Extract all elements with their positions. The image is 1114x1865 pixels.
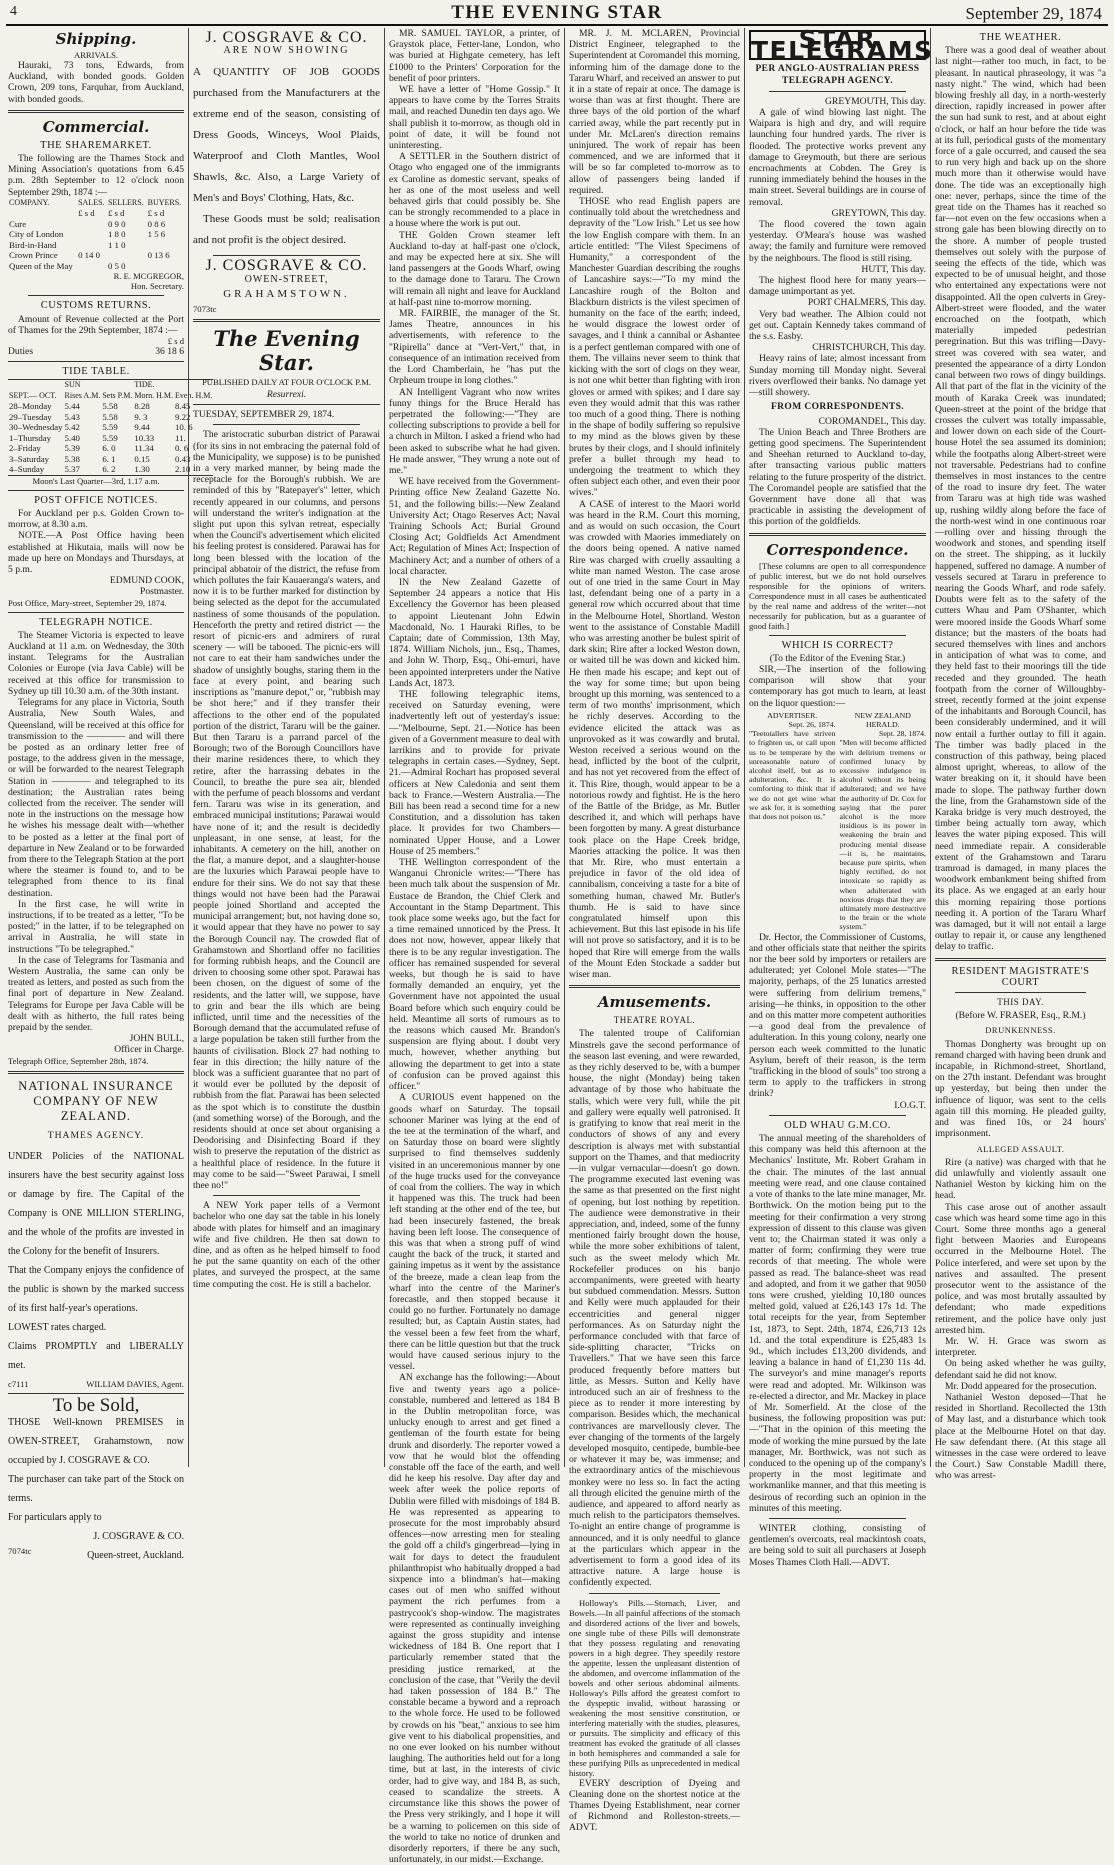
paper-date: TUESDAY, SEPTEMBER 29, 1874.: [193, 409, 335, 421]
shipping-heading: Shipping.: [55, 30, 137, 48]
col3-p11: A CURIOUS event happened on the goods wharf on Saturday. The topsail schooner Mariner was lying at the end of the tee at the termination of the wharf, and on Saturday those on board were slightly surprised to find themselves suddenly visited in an unceremonious manner by one of the huge trucks used for the conveyance of coal from the colliers. The way in which it happened was this. The truck had been left standing at the other end of the tee, but had been insecurely fastened, the break having been left loose. The consequence of this was that when a strong puff of wind caught the back of the truck, it started and gaining impetus as it went by the assistance of the breeze, made a clean leap from the wharf into the centre of the Mariner's forecastle, and then stopped because it could go no further. Fortunately no damage resulted; but, as Captain Austin states, had the vessel been a few feet from the wharf, there can be little question but that the truck would have caused serious injury to the vessel.: [389, 1092, 560, 1373]
comparison-text: "Teetotallers have striven to frighten us, or call upon us to be temperate by the unreasonable nature of alcohol itself, but as to adulteration, &c. It is comforting to think that if we do not get wine what we ask for, it is something that does not poison us.": [749, 729, 836, 821]
comparison-date: Sept. 28, 1874.: [879, 729, 926, 739]
drunk-case: Thomas Dongherty was brought up on remand charged with having been drunk and incapable, in Richmond-street, Shortland, on the 27th instant. Defendant was brought up yesterday, but being then under the influence of liquor, was sent to the cells again till this morning. He pleaded guilty, and was fined 10s, or 24 hours' imprisonment.: [935, 1038, 1106, 1140]
post-signature-title: Postmaster.: [140, 586, 184, 598]
post-title: POST OFFICE NOTICES.: [34, 494, 158, 506]
tide-header: Even. H.M.: [175, 390, 213, 400]
customs-title: CUSTOMS RETURNS.: [40, 300, 152, 312]
col3-p3: A SETTLER in the Southern district of Otago who engaged one of the immigrants ex Caroline as domestic servant, speaks of her as one of the most useless and well behaved girls that could possibly be. She can be strongly recommended to a place in a house where the work is put out.: [389, 151, 560, 230]
insurance-p3: LOWEST rates charged.: [8, 1321, 107, 1333]
dateline: HUTT, This day.: [861, 263, 926, 275]
cosgrave-body-text-2: These Goods must be sold; realisation and not profit is the object desired.: [193, 213, 380, 247]
insurance-p1: UNDER Policies of the NATIONAL insurers have the best security against loss or damage by fire. The Capital of the Company is ONE MILLION STERLING, and the whole of the profits are invested in the Colony for the benefit of Insurers.: [8, 1150, 184, 1257]
moon-phase: Moon's Last Quarter—3rd, 1.17 a.m.: [32, 475, 160, 486]
column-4: [564, 28, 744, 1834]
post-signature: EDMUND COOK,: [109, 575, 184, 587]
telegram-chalmers: Very bad weather. The Albion could not get out. Captain Kennedy takes command of the s.s. Easby.: [749, 308, 926, 343]
tobesold-signature: J. COSGRAVE & CO.: [93, 1531, 184, 1542]
telegram-coromandel: The Union Beach and Three Brothers are getting good specimens. The Superintendent and Sheehan returned to Auckland to-day, after transacting various public matters relating to the future prosperity of the district. The Coromandel people are satisfied that the Government have done all that was practicable in assisting the development of this portion of the goldfields.: [749, 426, 926, 528]
col3-p7: WE have received from the Government-Printing office New Zealand Gazette No. 51, and the following bills:—New Zealand University Act; Otago Reserves Act; Naval Training Schools Act; Burial Ground Closing Act; Goldfields Act Amendment Act; Regulation of Mines Act; Inspection of Machinery Act; and a number of others of a local character.: [389, 476, 560, 577]
col3-p2: WE have a letter of "Home Gossip." It appears to have come by the Torres Straits mail, and reached Dunedin ten days ago. We shall publish it to-morrow, as though old in point of date, it will be found not uninteresting.: [389, 84, 560, 152]
amusements-heading: Amusements.: [597, 993, 712, 1012]
editorial-p2: A NEW York paper tells of a Vermont bachelor who one day sat the table in his lonely abode with plates for himself and an imaginary wife and five children. He then sat down to dine, and as often as he helped himself to food he put the same quantity on each of the other plates, and surveyed the prospect, at the same time computing the cost. He is still a bachelor.: [193, 1200, 380, 1290]
dateline: CHRISTCHURCH, This day.: [812, 342, 926, 354]
table-row: Crown Prince 0 14 0 0 13 6: [9, 250, 170, 261]
col3-p8: IN the New Zealand Gazette of September 24 appears a notice that His Excellency the Governor has been pleased to appoint Lieutenant John Edwin Macdonald, No. 1 Hauraki Rifles, to be Captain; date of Commission, 13th May, 1874. William Nichols, jun., Esq., Thames, and John W. Thorp, Esq., Ohi-emuri, have been appointed interpreters under the Native Lands Act, 1873.: [389, 576, 560, 689]
col4-p1: MR. J. M. MCLAREN, Provincial District Engineer, telegraphed to the Superintendent at Coromandel this morning, informing him of the damage done to the Tararu Wharf, and received an answer to put it in a state of repair at once. The damage is worse than was at first thought. There are three bays of the old portion of the wharf carried away, while the part recently put in under Mr. McLaren's direction remains uninjured. The work of repair has been commenced, and we are informed that it will be so far completed to-morrow as to allow of passengers being landed if required.: [569, 28, 740, 196]
customs-line-label: Duties: [8, 345, 34, 357]
cosgrave-town: GRAHAMSTOWN.: [223, 287, 350, 300]
assault-head: ALLEGED ASSAULT.: [976, 1143, 1065, 1154]
cosgrave-title-2: J. COSGRAVE & CO.: [205, 257, 368, 275]
table-header: BUYERS.: [147, 197, 182, 207]
letter-signature: I.O.G.T.: [894, 1099, 926, 1111]
insurance-body: [8, 1147, 184, 1389]
dyeing-ad: EVERY description of Dyeing and Cleaning done on the shortest notice at the Thames Dyeing Establishment, near corner of Richmond and Rolleston-streets.—ADVT.: [569, 1777, 740, 1834]
col3-p12: AN exchange has the following:—About five and twenty years ago a police-constable, numbered and lettered as 184 B in the Dublin metropolitan force, was unlucky enough to arrest and get fined a gentleman of the fourth estate for being drunk and disorderly. The reporter vowed a vow that he would blot the offending constable off the face of the earth, and well did he keep his resolve. Day after day and week after week the police reports of Dublin were filled with misdoings of 184 B. He was represented as appearing to prosecute for the most improbably absurd offences—now arresting men for stealing the gold off a child's gingerbread—lying in wait for days to detect the fraudulent philanthropist who habitually dropped a bad sixpence into a blindman's hat—making cases out of men who sniffed without payment the rich perfumes from a pastrycook's shop-window. The magistrates were represented as continually inveighing against the gross stupidity and intense wickedness of 184 B. One report that I particularly remember stated that the presiding justice remarked, at the conclusion of the case, that "Verily the devil had taken possession of 184 B." The constable became a byword and a reproach to the whole force. He used to be followed by crowds on his "beat," anxious to see him give vent to his diabolical propensities, and no one ever looked on his number without laughing. The authorities held out for a long time, but at last, in the interests of civic order, had to give way, and 184 B, as such, ceased to scandalize the streets. A circumstance like this shows the power of the Press very strikingly, and I hope it will be a warning to policemen on this side of the world to take no notice of drunken and disorderly reporters, if there be any such, unfortunately, in our midst.—Exchange.: [389, 1372, 560, 1865]
telegraph-p2: Telegrams for any place in Victoria, South Australia, New South Wales, and Queensland, will be received at this office for transmission to the ———— and will there be posted as an ordinary letter free of postage, to the address given in the message, or will be forwarded to the nearest Telegraph Station in ———— and telegraphed to its destination; the Australian rates being collected from the receiver. The sender will note in the instructions on the message how he wishes his message dealt with—whether to be posted as a letter at the final port of departure in New Zealand or to be forwarded from there to the Telegraph Station at the port where the steamer is found to, and to be telegraphed from thence to its final destination.: [8, 697, 184, 899]
table-unit: £ s d: [107, 208, 125, 219]
court-this-day: THIS DAY.: [997, 997, 1044, 1008]
comparison-head: NEW ZEALAND HERALD.: [854, 710, 911, 729]
table-row: 3–Saturday 5.38 6. 1 0.15 0.43: [9, 453, 191, 464]
table-row: 28–Monday 5.44 5.58 8.28 8.45: [9, 401, 191, 412]
table-row: Bird-in-Hand 1 1 0: [9, 239, 126, 250]
letter-p2: Dr. Hector, the Commissioner of Customs, and other officials state that neither the spirits nor the beer sold by importers or retailers are adulterated; yet Colonel Mole states—"The majority, perhaps, of the 25 lunatics arrested were suffering from delirium tremens," arising—he thinks, in opposition to the other and on this matter more competent authorities—a good deal from the prevalence of adulteration. In this young colony, nearly one person each week committed to the lunatic Asylum, bereft of their reason, is the term "trafficking in the blood of souls" too strong a term to apply to the traffickers in strong drink?: [749, 931, 926, 1100]
sharemarket-table: [8, 198, 184, 272]
cosgrave-title: J. COSGRAVE & CO.: [205, 29, 368, 46]
assault-case-3: Mr. W. H. Grace was sworn as interpreter.: [935, 1335, 1106, 1359]
star-telegrams-heading: STAR TELEGRAMS: [751, 25, 934, 66]
customs-line-value: 36 18 6: [155, 345, 184, 357]
to-editor: (To the Editor of the Evening Star.): [769, 652, 906, 664]
holloway-ad: Holloway's Pills.—Stomach, Liver, and Bowels.—In all painful affections of the stomach and disordered actions of the liver and bowels, one single tube of these Pills will demonstrate that they possess regulating and renovating powers in a high degree. They speedily restore the appetite, lessen the unpleasant distention of the abdomen, and overcome inflammation of the bowels and other serious abdominal ailments. Holloway's Pills afford the greatest comfort to the dyspeptic invalid, without harassing or weakening the most sensitive constitution, or interfering materially with the studies, pleasures, or pursuits. The simplicity and efficacy of this treatment has evoked the gratitude of all classes in both hemispheres and commanded a sale for these purifying Pills as unprecedented in medical history.: [569, 1597, 740, 1778]
column-3: [384, 28, 564, 1865]
correspondence-heading: Correspondence.: [766, 540, 909, 559]
correspondence-disclaimer: [These columns are open to all correspondence of public interest, but we do not hold ourselves responsible for the opinions of writers. Correspondence must in all cases be authenticated by the real name and address of the writer—not necessarily for publication, but as a guarantee of good faith.]: [749, 560, 926, 631]
tide-header: Sets P.M.: [102, 390, 133, 400]
tobesold-address: Queen-street, Auckland.: [87, 1550, 184, 1561]
tobesold-p1: THOSE Well-known PREMISES in OWEN-STREET, Grahamstown, now occupied by J. COSGRAVE & CO.: [8, 1417, 184, 1466]
tide-group-header: SUN: [64, 380, 81, 390]
paper-published: PUBLISHED DAILY AT FOUR O'CLOCK P.M.: [201, 377, 371, 388]
assault-case-6: Nathaniel Weston deposed—That he resided in Shortland. Recollected the 13th of May last, and a disturbance which took place at the Melbourne Hotel on that day. He saw defendant there. (At this stage all witnesses in the case were ordered to leave the Court.) Saw Constable Madill there, who was arrest-: [935, 1391, 1106, 1482]
dateline: GREYTOWN, This day.: [831, 207, 926, 219]
assault-case-5: Mr. Dodd appeared for the prosecution.: [945, 1380, 1097, 1392]
assault-case-2: This case arose out of another assault case which was heard some time ago in this Court. Some three months ago a general fight between Maories and Europeans occurred in the Melbourne Hotel. The Police interfered, and were set upon by the natives and assaulted. The present prosecutor went to the assistance of the police, and was most brutally assaulted by defendant; who made expeditions retirement, and the police have only just arrested him.: [935, 1201, 1106, 1336]
insurance-ref: c7111: [8, 1378, 29, 1389]
cosgrave-ref: 7073tc: [193, 304, 217, 315]
cosgrave-body-text: A QUANTITY OF JOB GOODS purchased from the Manufacturers at the extreme end of the season, consisting of Dress Goods, Winceys, Wool Plaids, Waterproof and Cloth Mantles, Wool Shawls, &c. Also, a Large Variety of Men's and Boys' Clothing, Hats, &c.: [193, 66, 380, 205]
shipping-text: Hauraki, 73 tons, Edwards, from Auckland, with bonded goods. Golden Crown, 209 tons, Farquhar, from Auckland, with bonded goods.: [8, 60, 184, 105]
sharemarket-signature-title: Hon. Secretary.: [130, 281, 184, 292]
telegraph-signature: JOHN BULL,: [129, 1033, 184, 1045]
winter-ad: WINTER clothing, consisting of gentlemen's overcoats, real mackintosh coats, are being sold to suit all purchasers at Joseph Moses Thames Cloth Hall.—ADVT.: [749, 1522, 926, 1568]
telegraph-title: TELEGRAPH NOTICE.: [39, 616, 153, 628]
newspaper-title: THE EVENING STAR: [451, 2, 663, 23]
post-text-1: For Auckland per p.s. Golden Crown to-morrow, at 8.30 a.m.: [8, 508, 184, 531]
cosgrave-sub: ARE NOW SHOWING: [223, 45, 350, 57]
whau-title: OLD WHAU G.M.CO.: [784, 1119, 891, 1131]
paper-motto: Resurrexi.: [266, 389, 307, 401]
column-2: [188, 28, 384, 1467]
table-unit: £ s d: [78, 208, 95, 219]
table-row: 30–Wednesday 5.42 5.59 9.44 10. 6: [9, 422, 193, 433]
assault-case: Rire (a native) was charged with that he did unlawfully and violently assault one Nathaniel Weston by kicking him on the head.: [935, 1156, 1106, 1202]
tide-header: Rises A.M.: [64, 390, 101, 400]
col4-p3: A CASE of interest to the Maori world was heard in the R.M. Court this morning, and as would on such occasion, the Court was crowded with Maories immediately on the doors being opened. A native named Rire was charged with cruelly assaulting a white man named Weston. The case arose out of one tried in the same Court in May last, defendant being one of a party in a general row which occurred about that time in the Melbourne Hotel, Shortland. Weston went to the assistance of Constable Madill who was arresting another be bulest spirit of dark skin; Rire after a locked Weston down, or waited till he was down and kicked him. He then made his escape; and kept out of the way for some time; but upon being brought up this morning, was sentenced to a term of two months' imprisonment, which he richly deserves. According to the evidence elicited the attack was as unprovoked as it was cowardly and brutal. Weston received a serious wound on the head, inflicted by the boot of the culprit, and has not yet recovered from the effect of it. This Rire, though, would appear to be a notorious rowdy and fightist. He is the hero of the Battle of the Bridge, as Mr. Butler described it, and which will perhaps have been forgotten by many. A great disturbance took place on the Hape Creek bridge, Maories attacking the police. It was then that Mr. Rire, who must entertain a prejudice in favor of the old idea of cannibalism, conceiving a taste for a bite of something human, chawed Mr. Butler's thumb. He is said to have since congratulated himself upon this achievement. But this last episode in his life will not prove so satisfactory, and it is to be hoped that Rire will emerge from the walls of the Mount Eden Stockade a sadder but wiser man.: [569, 498, 740, 981]
sharemarket-title: THE SHAREMARKET.: [40, 139, 152, 151]
table-row: 4–Sunday 5.37 6. 2 1.30 2.10: [9, 464, 191, 475]
tobesold-ref: 7074tc: [8, 1546, 32, 1556]
comparison-text: "Men will become afflicted with delirium tremens or confirmed lunacy by excessive indulgence in alcohol without its being adulterated; and we have the authority of Dr. Cox for saying that the purer alcohol is the more insidious is its power in weakening the brain and producing mental disease—it is, he maintains, because pure spirits, when highly rectified, do not intoxicate so rapidly as when adulterated with noxious drugs that they are ultimately more destructive to the brain or the whole system.": [839, 738, 926, 932]
insurance-agent: WILLIAM DAVIES, Agent.: [86, 1378, 184, 1389]
post-footer: Post Office, Mary-street, September 29, 1874.: [8, 597, 167, 608]
col4-p2: THOSE who read English papers are continually told about the wretchedness and depravity of the "Low Irish." Let us see how the low English compare with them. In an article entitled: "The Vilest Specimens of Humanity," a correspondent of the Manchester Guardian describing the roughs of Lancashire says:—"To my mind the Lancashire rough of the Bolton and Blackburn districts is the vilest specimen of humanity on the face of the earth; indeed, he would disgrace the lowest order of savages, and I think a cannibal or Ashantee is a perfect gentleman compared with one of them. The villains never seem to think that kicking with the sort of clogs on they wear, is not one whit better than fighting with iron gloves or armed with spikes; and I dare say even they would admit that this was rather too much of a good thing. There is nothing in the shape of bodily suffering so repulsive to my mind as the blows given by these brutes by their clogs, and I should infinitely prefer a bullet through my head to undergoing the treatment to which they often subject each other, and even their poor wives.": [569, 196, 740, 499]
columns: [4, 25, 1110, 1865]
telegram-greytown: The flood covered the town again yesterday. O'Meara's house was washed away; the family and furniture were removed by the neighbours. The flood is still rising.: [749, 219, 926, 264]
telegraph-signature-title: Officer in Charge.: [114, 1044, 184, 1056]
col3-p5: MR. FAIRBIE, the manager of the St. James Theatre, announces in his advertisements, with reference to the "Ripirella" dance at "Vert-Vert," that, in consequence of an intimation received from the Lord Chamberlain, he "has put the Orpheum troupe in long clothes.": [389, 308, 560, 387]
table-unit: £ s d: [147, 208, 165, 219]
table-header: COMPANY.: [9, 197, 50, 207]
insurance-agency: THAMES AGENCY.: [47, 1129, 145, 1141]
tobesold-p2: The purchaser can take part of the Stock on terms.: [8, 1474, 184, 1504]
tide-group-header: TIDE.: [134, 380, 155, 390]
insurance-title: NATIONAL INSURANCE COMPANY OF NEW ZEALAND.: [18, 1078, 174, 1123]
table-row: 1–Thursday 5.40 5.59 10.33 11.: [9, 432, 186, 443]
theatre-title: THEATRE ROYAL.: [613, 1015, 696, 1026]
col3-p9: THE following telegraphic items, received on Saturday evening, were inadvertently left out of yesterday's issue:—"Melbourne, Sept. 21.—Notice has been given of a Government measure to deal with larrikins and to provide for private telegraphs in certain cases.—Sydney, Sept. 21.—Admiral Rochart has proposed several officers at New Caledonia and sent them back to France.—Western Australia.—The Bill has been read a second time for a new Constitution, and a dissolution has taken place. It provides for two Chambers—nominated Upper House, and a Lower House of 25 members.": [389, 688, 560, 857]
drunk-head: DRUNKENNESS.: [985, 1025, 1056, 1036]
dateline: PORT CHALMERS, This day.: [807, 297, 926, 309]
col3-p6: AN Intelligent Vagrant who now writes funny things for the Bruce Herald has perpetrated the following:—"They are collecting subscriptions to provide a bell for a church in Milton. I asked a friend who had been asked to subscribe what he had given. He made answer, "They wrung a note out of me.": [389, 386, 560, 476]
whau-report: The annual meeting of the shareholders of this company was held this afternoon at the Mechanics' Institute, Mr. Robert Graham in the chair. The minutes of the last annual meeting were read, and one clause contained a vote of thanks to the late mine manager, Mr. Borthwick. On the motion being put to the meeting for their confirmation a very strong expression of dissent to this clause was given vent to; the Chairman stated it was only a matter of form; confirming they were true records of that meeting. The whole were passed as read. The balance-sheet was read and adopted, and from it we gather that 9050 tons were crushed, yielding 10,180 ounces melted gold, valued at £26,143 17s 1d. The total receipts for the year, from September 1st, 1873, to Sept. 24th, 1874, £26,713 12s 1d. and the total expenditure is £25,483 1s 9d., which includes £13,200 dividends, and leaving a balance in hand of £1,230 11s 4d. The surveyor's and mine manager's reports were read and adopted. Mr. Wilkinson was re-elected a director, and Mr. Mackey in place of Mr. Somerfield. At the close of the business, the following proposition was put:—"That in the opinion of this meeting the mode of working the mine pursued by the late manager, Mr. Borthwick, was not such as conduced to the opening up of the company's property in the most legitimate and workmanlike manner, and that this meeting is desirous of recording such an opinion in the minutes of this meeting.: [749, 1133, 926, 1514]
table-row: Queen of the May 0 5 0: [9, 260, 126, 271]
tide-header: Morn. H.M.: [134, 390, 174, 400]
masthead: [6, 2, 1108, 26]
table-header: SELLERS.: [107, 197, 144, 207]
cosgrave-street: OWEN-STREET,: [244, 273, 329, 285]
telegram-greymouth: A gale of wind blowing last night. The Waipara is high and dry, and will require launching four hundred yards. The river is flooded. The protective works prevent any damage to Greymouth, but there are serious encroachments at Cobden. The Grey is running immediately behind the houses in the main street. Several buildings are in course of removal.: [749, 107, 926, 208]
page-number: 4: [10, 4, 17, 19]
court-title: RESIDENT MAGISTRATE'S COURT: [951, 965, 1090, 988]
col3-p1: MR. SAMUEL TAYLOR, a printer, of Graystok place, Fetter-lane, London, who was buried at Highgate cemetery, has left £1000 to the Printers' Corporation for the benefit of poor printers.: [389, 28, 560, 84]
insurance-p4: Claims PROMPTLY and LIBERALLY met.: [8, 1340, 184, 1371]
table-row: 29–Tuesday 5.43 5.58 9. 3 9.22: [9, 411, 191, 422]
comparison: [749, 711, 926, 932]
col3-p10: THE Wellington correspondent of the Wanganui Chronicle writes:—"There has been much talk about the suspension of Mr. Eustace de Brandon, the Chief Clerk and Accountant in the Stamp Department. This took place some weeks ago, but the fact for a time remained unnoticed by the Press. It does not now, however, appear likely that there is to be any regular investigation. The officer has remained suspended for several weeks, but though he is said to have formally demanded an enquiry, yet the Government have not appointed the usual Board before which such enquiry could be held. Meantime all sorts of rumours as to the reasons which caused Mr. Brandon's suspension are flying about. I doubt very much, however, whether anything but allowing the department to get into a state of confusion can be proved against this officer.": [389, 857, 560, 1093]
customs-text: Amount of Revenue collected at the Port of Thames for the 29th September, 1874 :—: [8, 313, 184, 336]
from-correspondents: FROM CORRESPONDENTS.: [770, 402, 905, 413]
tobesold-title: To be Sold,: [52, 1394, 140, 1416]
weather-report: There was a good deal of weather about last night—rather too much, in fact, to be pleasant. In nautical phraseology, it was "a nasty night." The wind, which had been blowing freshly all day, in a north-westerly direction, rapidly increased in power after the sun had sunk to rest, and at about eight o'clock, or half an hour before the tide was at its full, periodical gusts of the momentary force of a gale occurred, and caused the sea to run very high and back up on the shore much more than it otherwise would have done. The tide was an exceptionally high one: never, perhaps, since the time of the great tide on the Thames has it reached so far—not even on the few occasions when a strong gale has been blowing directly on to the shore. A number of people trusted themselves out solely with the purpose of seeing the effects of the tide, which was expected to be of unusual height, and those who entertained any expectations were not disappointed. All the open culverts in Grey-Albert-street were flooded, and the water encroached on the footpath, which materially impeded pedestrian peregrination. But this was trifling—Davy-street was covered with sea water, and presented the appearance of a dirty London canal between two rows of dingy buildings. All that part of the flat in the vicinity of the mouth of Karaka Creek was inundated; Queen-street at the point of the bridge that crosses the culvert was totally impassable, and lower down on each side of the Court-house Hotel the sea assumed its dominion; while the footpaths along Albert-street were not traversable. Pedestrians had to confine themselves in most instances to the centre of the road to insure dry feet. The water from Tararu was at high tide was washed up, rushing wildly along before the face of the north-west wind in one continuous roar—rolling over and hissing through the woodwork and stones, and spending itself on the street. The shipping, as it luckily happened, suffered no damage. A number of vessels secured at Tararu in preference to nearing the Goods Wharf, and rode safely. Doubts were felt as to the safety of the cutters Whau and Pam O'Shanter, which were moored inside the Goods Wharf some distance; but the masters of the boats had secured themselves with lines and anchors in anticipation of what was to come, and they held fast to their moorings till the tide receded and they grounded. The heath footpath from the corner of Willoughby-street, recently formed at the joint expense of the inhabitants and Borough Council, has been considerably undermined, and it will now entail a further outlay to fill it again. The timber was badly placed in the construction of this pathway, being placed almost upright, whereas, to allow of the water breaking on it, it should have been made to slope. The pathway further down the line, from the Grahamstown side of the Karaka bridge is very much destroyed, the timber being actually torn away, which leaves the water piping exposed. This will need immediate repair. A considerable extent of the Grahamstown and Tararu tramroad is damaged, in many places the woodwork embankment being shifted from its place. As we engaged at an early hour this morning repairing those portions needing it. A portion of the Tararu Wharf was damaged, but it will not entail a large outlay to repair it, or cause any lengthened delay to traffic.: [935, 45, 1106, 953]
table-unit: [8, 208, 77, 219]
commercial-heading: Commercial.: [42, 117, 150, 136]
issue-date: September 29, 1874: [965, 4, 1102, 23]
which-title: WHICH IS CORRECT?: [781, 639, 894, 651]
column-6: [930, 28, 1110, 1482]
tide-header: SEPT.— OCT.: [9, 390, 57, 400]
tide-table: [8, 379, 213, 476]
telegram-christchurch: Heavy rains of late; almost incessant from Sunday morning till Monday night. Several rivers overflowed their banks. No damage yet—still showery.: [749, 353, 926, 399]
telegraph-p1: The Steamer Victoria is expected to leave Auckland at 11 a.m. on Wednesday, the 30th instant. Telegrams for the Australian Colonies or Europe (via Java Cable) will be received at this office for transmission to Sydney up till 10.30 a.m. of the 30th instant.: [8, 629, 184, 697]
dateline: GREYMOUTH, This day.: [825, 95, 926, 107]
cosgrave-body: [193, 62, 380, 251]
telegram-hutt: The highest flood here for many years—damage unimportant as yet.: [749, 275, 926, 298]
letter-p1: SIR,—The insertion of the following comparison will show that your contemporary has got much to learn, at least on the liquor question:—: [749, 663, 926, 709]
table-row: City of London 1 8 0 1 5 6: [9, 229, 166, 240]
comparison-herald: [840, 711, 927, 932]
court-before: (Before W. FRASER, Esq., R.M.): [955, 1010, 1086, 1022]
tobesold-body: [8, 1413, 184, 1565]
assault-case-4: On being asked whether he was guilty, defendant said he did not know.: [935, 1358, 1106, 1381]
table-header: SALES.: [78, 197, 105, 207]
telegraph-p3: In the first case, he will write in instructions, if to be treated as a letter, "To be posted;" in the latter, if to be telegraphed on arrival in Australia, he will state in instructions "To be telegraphed.": [8, 898, 184, 955]
per-agency: PER ANGLO-AUSTRALIAN PRESS TELEGRAPH AGENCY.: [755, 64, 920, 86]
paper-name: The Evening Star.: [213, 326, 360, 376]
dateline: COROMANDEL, This day.: [818, 415, 926, 427]
col4-p4: The talented troupe of Californian Minstrels gave the second performance of the season last evening, and were rewarded, as they richly deserved to be, with a bumper house, the night (Monday) being taken advantage of by those who habituate the stalls, which were very full, while the pit and gallery were equally well patronised. It is gratifying to know that real merit in the conductors of shows of any and every description is always met with substantial support on the Thames, and that mediocrity—in vulgar vernacular—doesn't go down. The programme executed last evening was the same as that presented on the first night of opening, but lost nothing by repetition. The audience were demonstrative in their appreciation, and, indeed, some of the funny mentioned fairly brought down the house, while the more sober exhibitions of talent, such as the sweet melody which Mr. Rockefeller produces on his banjo accompaniments, were greeted with hearty but subdued commendation. Messrs. Sutton and Kelly were much applauded for their eccentricities and general nigger performances. As on Saturday night the performance concluded with that farce of side-splitting character, "Tricks on Travellers." That we have seen this farce produced frequently before matters but little, as Messrs. Sutton and Kelly have introduced such an air of freshness to the piece as to render it more interesting by comparison. Besides which, the mechanical contrivances are marvellously clever. The ever changing of the torments of the largely developed mosquito, centipede, bumble-bee or whatever it may be, was immense; and the extraordinary antics of the mischievous monkey were no less so. In fact the acting all through elicited the genuine mirth of the audience, and appeared to afford nearly as much relish to the participators themselves. To-night an entire change of programme is announced, and it is only needful to glance at the particulars which appear in the advertisement to form a good idea of its attractive nature. A large house is confidently expected.: [569, 1028, 740, 1589]
column-5: [744, 25, 934, 1568]
sharemarket-text: The following are the Thames Stock and Mining Association's quotations from 6.45 p.m. 28th September to 12 o'clock noon September 29th, 1874 :—: [8, 153, 184, 198]
customs-line: [8, 346, 184, 357]
weather-title: THE WEATHER.: [979, 32, 1062, 43]
telegraph-p4: In the case of Telegrams for Tasmania and Western Australia, the same can only be treated as letters, and posted as such from the final port of departure in New Zealand. Telegrams for Europe per Java Cable will be dealt with as hitherto, the full rates being prepaid by the sender.: [8, 954, 184, 1033]
editorial-p1: The aristocratic suburban district of Parawai (for its sins in not embracing the paternal fold of the Municipality, we suppose) is to be punished in a very marked manner, by being made the receptacle for the Borough's rubbish. We are reminded of this by "Ratepayer's" letter, which recently appeared in our columns, and persons will understand the writer's indignation at the slight put upon this sylvan retreat, especially when the Council's advertisement which elicited his feeling protest is considered. Parawai has for long been blessed with the location of the principal abbatoir of the district, the refuse from which pollutes the fair Kauaeranga's waters, and now it is to be further marked for distinction by being selected as the depot for the accumulated nastiness of some thousands of the population. Henceforth the pretty and retired district — the resort of picnic-ers and admirers of rural scenery — will be tabooed. The picnic-ers will not care to eat their ham sandwiches under the shadow of unsightly boughs, staring them in the face at every point, and bearing such inscriptions as "manure depot," or, "rubbish may be shot here;" and if they transfer their affections to the other end of the populated portion of the district, Tararu will be the gainer. But then Tararu is a parrand parcel of the Borough; two of the Borough Councillors have their marine residences there, to which they retire, after the harrassing debates in the Council, to breathe the pure sea air, blended with the perfume of peach blossoms and verdant fern. Tararu was wise in its generation, and embraced municipal institutions; Parawai would have none of it; and the result is decidedly unpleasant, in one sense, at least, for the inhabitants. A cemetery on the hill, another on the flat, a manure depot, and a slaughter-house are the luxuries which Parawai people have to endure for their sins. We do not say that these things would not have been had the Parawai people joined Shortland and accepted the municipal arrangement; but, not having done so, it would appear that they have no power to say the Borough Council nay. The crowded flat of Grahamstown and Shortland offer no facilities for forming rubbish heaps, and the Council are driven to choosing some other spot. Parawai has been chosen, on the diguest of some of the residents, and the latter will, we suppose, have to grin and bear the ills which are being inflicted, until time and the necessities of the Borough demand that the accumulated refuse of a large population be taken still further from the haunts of civilisation. Block 27 had nothing to fear in this direction; the hilly nature of the block was a sufficient guarantee that no part of it would ever be polluted by the deposit of rubbish from the flat. Parawai has been selected as the spot which is to constitute the dustbin (and something worse) of the Borough, and the residents should at once set about organising a Deodorising and Disinfecting Board if they wish to preserve the reputation of the district as a healthful place of residence. In the future it may come to be said—"Sweet Parawai, I smell thee no!": [193, 429, 380, 1192]
tobesold-p3: For particulars apply to: [8, 1512, 102, 1523]
table-row: Cure 0 9 0 0 8 6: [9, 218, 166, 229]
col3-p4: THE Golden Crown steamer left Auckland to-day at half-past one o'clock, and may be expected here at six. She will land passengers at the Goods Wharf, owing to the damage done to Tararu. The Crown will remain all night and leave for Auckland at half-past nine to-morrow morning.: [389, 229, 560, 308]
arrivals-subheading: ARRIVALS.: [73, 50, 118, 60]
customs-units: £ s d: [167, 335, 184, 346]
comparison-head: ADVERTISER.: [767, 710, 818, 720]
comparison-advertiser: [749, 711, 836, 932]
sharemarket-signature: R. E. MCGREGOR,: [113, 271, 184, 282]
insurance-p2: That the Company enjoys the confidence of the public is shown by the marked success of its first half-year's operations.: [8, 1264, 184, 1314]
telegraph-footer: Telegraph Office, September 28th, 1874.: [8, 1055, 149, 1066]
post-text-2: NOTE.—A Post Office having been established at Hikutaia, mails will now be made up here on Mondays and Thursdays, at 5 p.m.: [8, 530, 184, 576]
table-row: 2–Friday 5.39 6. 0 11.34 0. 6: [9, 443, 189, 454]
comparison-date: Sept. 26, 1874.: [788, 719, 836, 729]
tide-title: TIDE TABLE.: [62, 366, 130, 378]
